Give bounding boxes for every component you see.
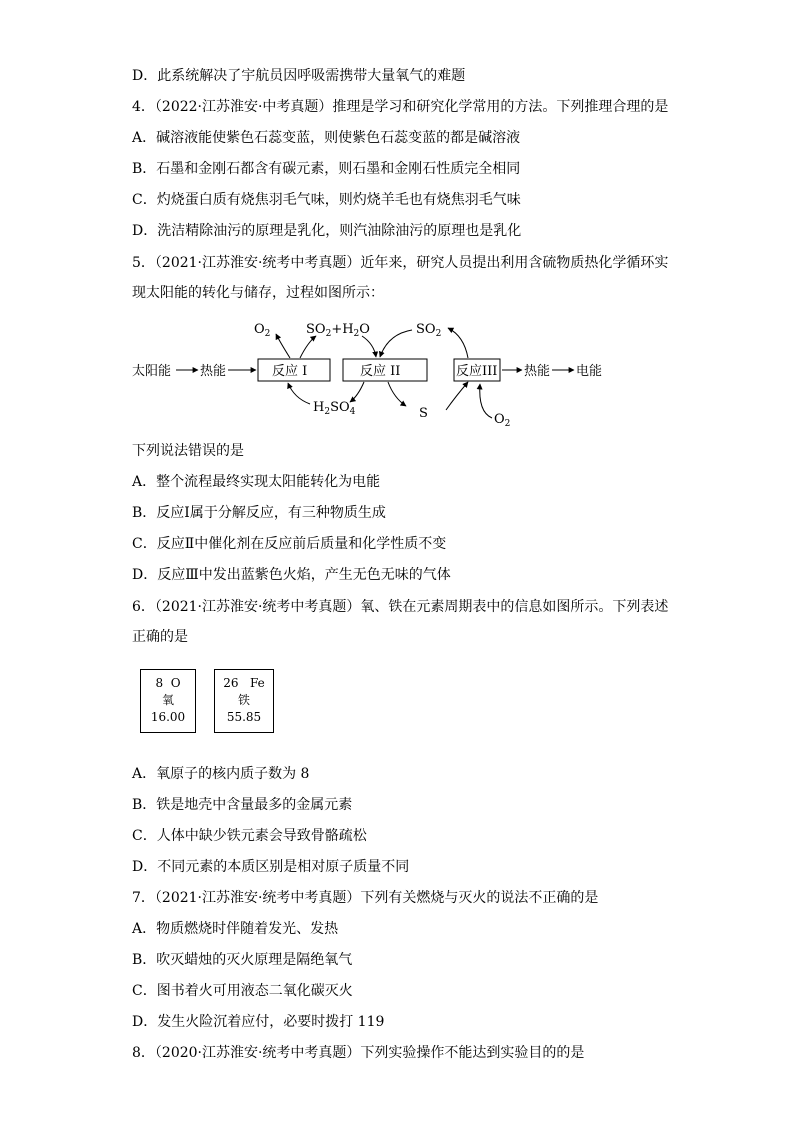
so2-h2o-label: $SO_2+H_2O$ xyxy=(306,322,370,339)
question-5-stem-line1: 5．（2021·江苏淮安·统考中考真题）近年来，研究人员提出利用含硫物质热化学循环实 xyxy=(132,255,669,271)
reaction-1-label: 反应 I xyxy=(272,364,308,379)
question-7-stem: 7．（2021·江苏淮安·统考中考真题）下列有关燃烧与灭火的说法不正确的是 xyxy=(132,890,599,906)
question-4-option-b: B．石墨和金刚石都含有碳元素，则石墨和金刚石性质完全相同 xyxy=(132,161,521,177)
iron-name: 铁 xyxy=(237,693,250,707)
question-7-option-d: D．发生火险沉着应付，必要时拨打 119 xyxy=(132,1014,385,1030)
question-5-prompt: 下列说法错误的是 xyxy=(132,443,244,459)
so2-label: $SO_2$ xyxy=(416,322,442,339)
oxygen-mass: 16.00 xyxy=(150,710,186,724)
question-5-option-b: B．反应Ⅰ属于分解反应，有三种物质生成 xyxy=(132,505,386,521)
oxygen-number-symbol: 8 O xyxy=(155,676,181,690)
question-6-option-b: B．铁是地壳中含量最多的金属元素 xyxy=(132,797,353,813)
question-5-option-a: A．整个流程最终实现太阳能转化为电能 xyxy=(132,474,381,490)
arrow-so2h2o-to-r2 xyxy=(362,336,376,357)
arrow-s-to-r3 xyxy=(446,382,468,410)
question-6-option-c: C．人体中缺少铁元素会导致骨骼疏松 xyxy=(132,828,367,844)
iron-mass: 55.85 xyxy=(226,710,262,724)
question-5-option-d: D．反应Ⅲ中发出蓝紫色火焰，产生无色无味的气体 xyxy=(132,567,451,583)
question-5-option-c: C．反应Ⅱ中催化剂在反应前后质量和化学性质不变 xyxy=(132,536,447,552)
oxygen-name: 氧 xyxy=(161,693,174,707)
arrow-r1-to-so2h2o xyxy=(300,336,316,358)
arrow-r1-to-o2 xyxy=(276,334,290,358)
question-6-option-d: D．不同元素的本质区别是相对原子质量不同 xyxy=(132,859,410,875)
reaction-2-label: 反应 II xyxy=(360,364,401,379)
iron-number-symbol: 26 Fe xyxy=(223,676,265,690)
element-cell-iron xyxy=(214,669,274,733)
o2-bottom-label: $O_2$ xyxy=(494,412,511,429)
question-6-stem-line1: 6．（2021·江苏淮安·统考中考真题）氧、铁在元素周期表中的信息如图所示。下列表述 xyxy=(132,599,669,615)
question-4-option-d: D．洗洁精除油污的原理是乳化，则汽油除油污的原理也是乳化 xyxy=(132,223,522,239)
question-6-stem-line2: 正确的是 xyxy=(132,629,188,645)
question-7-option-a: A．物质燃烧时伴随着发光、发热 xyxy=(132,921,339,937)
reaction-cycle-diagram xyxy=(130,318,610,430)
arrow-h2so4-to-r1 xyxy=(288,383,310,404)
line-q3-d: D．此系统解决了宇航员因呼吸需携带大量氧气的难题 xyxy=(132,68,466,84)
question-4-stem: 4．（2022·江苏淮安·中考真题）推理是学习和研究化学常用的方法。下列推理合理的是 xyxy=(132,99,669,115)
h2so4-label: $H_2SO_4$ xyxy=(313,400,356,417)
question-7-option-b: B．吹灭蜡烛的灭火原理是隔绝氧气 xyxy=(132,952,353,968)
electric-energy-label: 电能 xyxy=(576,364,603,379)
arrow-r2-to-h2so4 xyxy=(350,382,364,402)
solar-energy-label: 太阳能 xyxy=(132,364,172,379)
arrow-r3-to-so2 xyxy=(448,328,468,358)
arrow-o2-to-r3 xyxy=(480,384,492,418)
element-cell-oxygen xyxy=(140,669,196,733)
question-4-option-c: C．灼烧蛋白质有烧焦羽毛气味，则灼烧羊毛也有烧焦羽毛气味 xyxy=(132,192,521,208)
heat-out-label: 热能 xyxy=(524,364,551,379)
question-7-option-c: C．图书着火可用液态二氧化碳灭火 xyxy=(132,983,353,999)
heat-in-label: 热能 xyxy=(200,364,227,379)
question-6-option-a: A．氧原子的核内质子数为 8 xyxy=(132,766,310,782)
reaction-3-label: 反应III xyxy=(456,364,498,379)
arrow-so2-to-r2 xyxy=(380,330,412,357)
sulfur-label: S xyxy=(419,406,428,421)
question-5-stem-line2: 现太阳能的转化与储存，过程如图所示： xyxy=(132,285,384,301)
o2-top-label: $O_2$ xyxy=(254,322,271,339)
question-4-option-a: A．碱溶液能使紫色石蕊变蓝，则使紫色石蕊变蓝的都是碱溶液 xyxy=(132,130,521,146)
arrow-r2-to-s xyxy=(388,382,406,406)
question-8-stem: 8．（2020·江苏淮安·统考中考真题）下列实验操作不能达到实验目的的是 xyxy=(132,1045,585,1061)
